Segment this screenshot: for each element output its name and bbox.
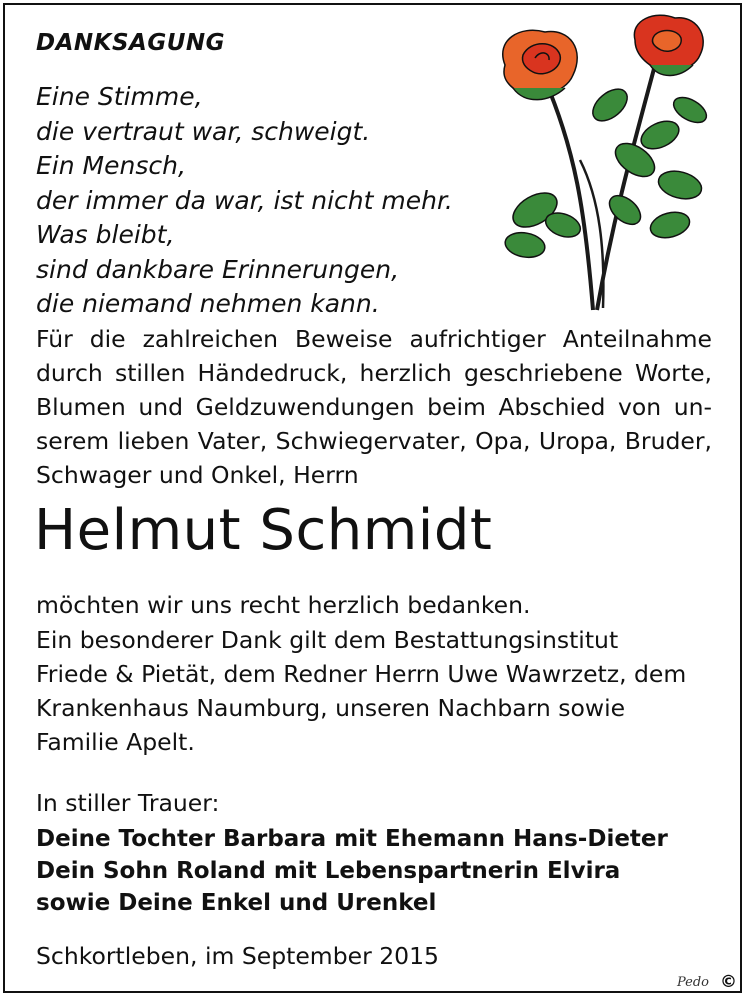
mourning-label: In stiller Trauer: [36,789,220,817]
poem [36,80,453,322]
gratitude-paragraph: Für die zahlreichen Beweise aufrichtiger Anteilnahme durch stillen Händedruck, herzlich geschriebene Worte, Blumen und Geldzuwendungen beim Abschied von unserem lieben Vater, Schwiegervater, Opa, Uropa, Bruder, Schwager und Onkel, Herrn [36,325,712,489]
poem-line: die vertraut war, schweigt. [36,116,371,146]
family-member: Deine Tochter Barbara mit Ehemann Hans-Dieter [36,826,668,852]
special-thanks-line: Ein besonderer Dank gilt dem Bestattungsinstitut [36,626,619,654]
poem-line: die niemand nehmen kann. [36,289,380,318]
deceased-name: Helmut Schmidt [34,498,493,563]
special-thanks-paragraph [36,623,712,759]
thanks-line: möchten wir uns recht herzlich bedanken. [36,591,531,619]
roses-illustration-icon [485,10,720,315]
family-member: Dein Sohn Roland mit Lebenspartnerin Elvira [36,858,621,884]
designer-signature: Pedo [676,975,709,990]
poem-line: Eine Stimme, [36,82,203,111]
poem-line: Ein Mensch, [36,151,186,180]
copyright-icon: © [720,972,737,992]
poem-line: Was bleibt, [36,220,175,249]
heading: DANKSAGUNG [36,30,226,56]
special-thanks-line: Friede & Pietät, dem Redner Herrn Uwe Wawrzetz, dem [36,660,687,688]
family-list [36,823,668,919]
family-member: sowie Deine Enkel und Urenkel [36,890,437,916]
special-thanks-line: Krankenhaus Naumburg, unseren Nachbarn sowie [36,694,626,722]
place-date: Schkortleben, im September 2015 [36,942,440,970]
special-thanks-line: Familie Apelt. [36,728,195,756]
poem-line: sind dankbare Erinnerungen, [36,254,400,284]
poem-line: der immer da war, ist nicht mehr. [36,185,453,215]
